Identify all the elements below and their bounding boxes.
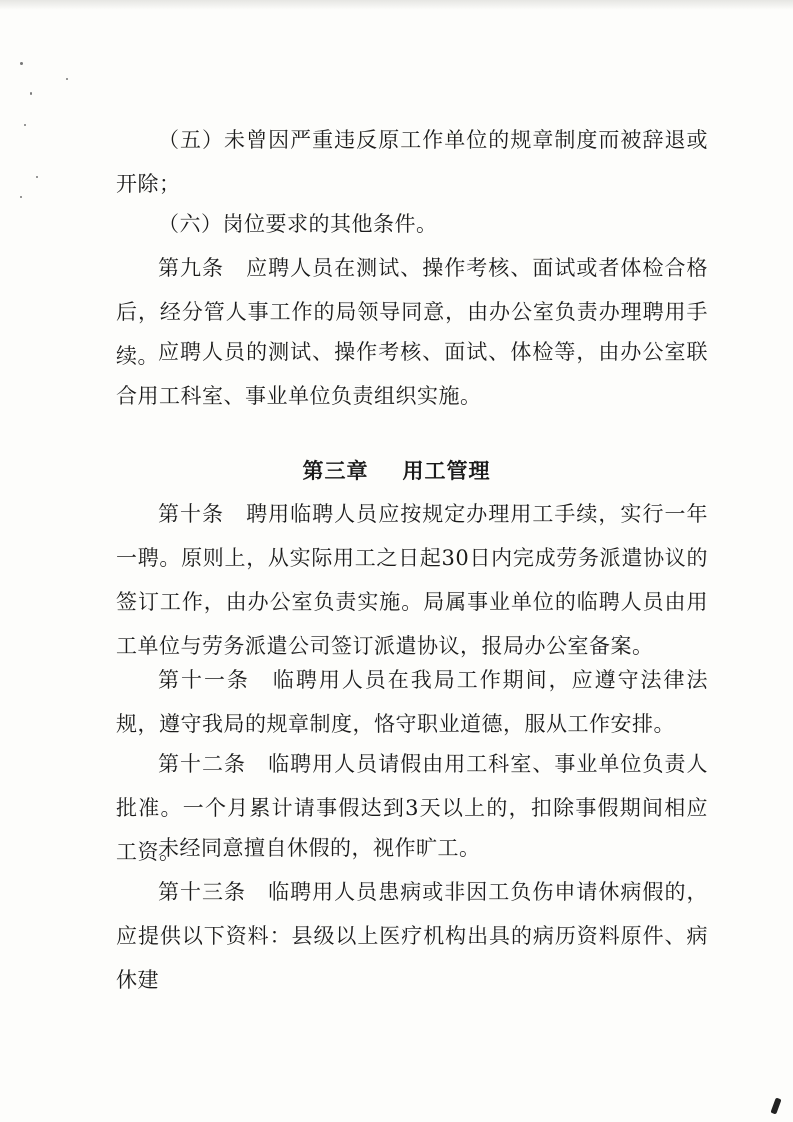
paragraph-text: 第九条 应聘人员在测试、操作考核、面试或者体检合格后，经分管人事工作的局领导同意，由办公室负责办理聘用手续。 (116, 256, 708, 368)
paragraph-text: 应聘人员的测试、操作考核、面试、体检等，由办公室联合用工科室、事业单位负责组织实施。 (116, 340, 708, 408)
scan-speck (66, 78, 68, 80)
paragraph-text: 第十三条 临聘用人员患病或非因工负伤申请休病假的，应提供以下资料：县级以上医疗机构出具的病历资料原件、病休建 (116, 880, 708, 992)
paragraph-text: 未经同意擅自休假的，视作旷工。 (158, 836, 481, 860)
paragraph-article-13 (116, 870, 708, 1002)
scan-speck (24, 124, 26, 126)
paragraph-text: 第十条 聘用临聘人员应按规定办理用工手续，实行一年一聘。原则上，从实际用工之日起30日内完成劳务派遣协议的签订工作，由办公室负责实施。局属事业单位的临聘人员由用工单位与劳务派遣公司签订派遣协议，报局办公室备案。 (116, 502, 708, 658)
scan-edge-mark (770, 1097, 781, 1114)
paragraph-article-11 (116, 658, 708, 746)
scan-edge-shadow (0, 0, 793, 10)
paragraph-text: 第十二条 临聘用人员请假由用工科室、事业单位负责人批准。一个月累计请事假达到3天以上的，扣除事假期间相应工资。 (116, 752, 708, 864)
paragraph-article-12-note (116, 826, 708, 870)
paragraph-item-5 (116, 118, 708, 206)
paragraph-article-10 (116, 492, 708, 668)
paragraph-text: 第十一条 临聘用人员在我局工作期间，应遵守法律法规，遵守我局的规章制度，恪守职业道德，服从工作安排。 (116, 668, 708, 736)
scan-speck (36, 176, 38, 178)
scan-speck (20, 62, 23, 65)
scan-speck (30, 92, 32, 95)
paragraph-text: （五）未曾因严重违反原工作单位的规章制度而被辞退或开除； (116, 128, 708, 196)
chapter-title: 用工管理 (402, 459, 491, 483)
chapter-number: 第三章 (302, 459, 369, 483)
paragraph-text: （六）岗位要求的其他条件。 (158, 212, 438, 236)
chapter-heading (0, 453, 793, 489)
paragraph-item-6 (116, 202, 708, 246)
paragraph-article-9-detail (116, 330, 708, 418)
scan-speck (20, 196, 22, 198)
